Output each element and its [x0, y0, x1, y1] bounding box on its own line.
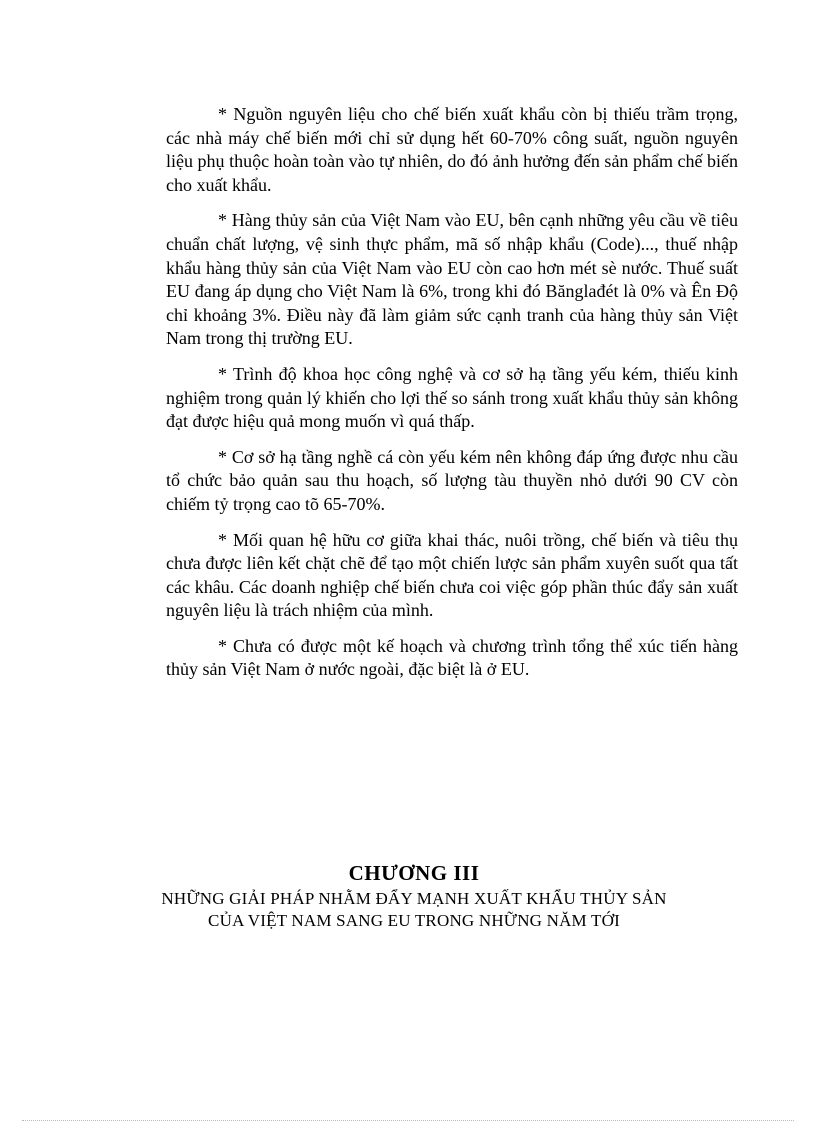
body-text: [166, 103, 738, 694]
chapter-heading: [100, 858, 728, 932]
paragraph-fishing-infrastructure: * Cơ sở hạ tầng nghề cá còn yếu kém nên không đáp ứng được nhu cầu tổ chức bảo quản sau thu hoạch, số lượng tàu thuyền nhỏ dưới 90 CV còn chiếm tỷ trọng cao tõ 65-70%.: [166, 446, 738, 514]
paragraph-raw-material-shortage: * Nguồn nguyên liệu cho chế biến xuất khẩu còn bị thiếu trầm trọng, các nhà máy chế biến mới chỉ sử dụng hết 60-70% công suất, nguồn nguyên liệu phụ thuộc hoàn toàn vào tự nhiên, do đó ảnh hưởng đến sản phẩm chế biến cho xuất khẩu.: [166, 104, 738, 195]
paragraph-trade-promotion: * Chưa có được một kế hoạch và chương trình tổng thể xúc tiến hàng thủy sản Việt Nam ở nước ngoài, đặc biệt là ở EU.: [166, 635, 738, 680]
paragraph-eu-import-tax: * Hàng thủy sản của Việt Nam vào EU, bên cạnh những yêu cầu về tiêu chuẩn chất lượng, vệ sinh thực phẩm, mã số nhập khẩu (Code)..., thuế nhập khẩu hàng thủy sản của Việt Nam vào EU còn cao hơn mét sè nước. Thuế suất EU đang áp dụng cho Việt Nam là 6%, trong khi đó Bănglađét là 0% và Ên Độ chỉ khoảng 3%. Điều này đã làm giảm sức cạnh tranh của hàng thủy sản Việt Nam trong thị trường EU.: [166, 210, 738, 349]
page-bottom-divider: [22, 1120, 794, 1121]
paragraph-supply-chain-linkage: * Mối quan hệ hữu cơ giữa khai thác, nuôi trồng, chế biến và tiêu thụ chưa được liên kết chặt chẽ để tạo một chiến lược sản phẩm xuyên suốt qua tất các khâu. Các doanh nghiệp chế biến chưa coi việc góp phần thúc đẩy sản xuất nguyên liệu là trách nhiệm của mình.: [166, 529, 738, 621]
paragraph-technology-infrastructure: * Trình độ khoa học công nghệ và cơ sở hạ tầng yếu kém, thiếu kinh nghiệm trong quản lý khiến cho lợi thế so sánh trong xuất khẩu thủy sản không đạt được hiệu quả mong muốn vì quá thấp.: [166, 363, 738, 432]
chapter-title: CHƯƠNG III: [348, 861, 480, 885]
chapter-subtitle-line-2: CỦA VIỆT NAM SANG EU TRONG NHỮNG NĂM TỚI: [208, 911, 620, 930]
chapter-subtitle-line-1: NHỮNG GIẢI PHÁP NHẰM ĐẨY MẠNH XUẤT KHẨU THỦY SẢN: [161, 889, 667, 908]
